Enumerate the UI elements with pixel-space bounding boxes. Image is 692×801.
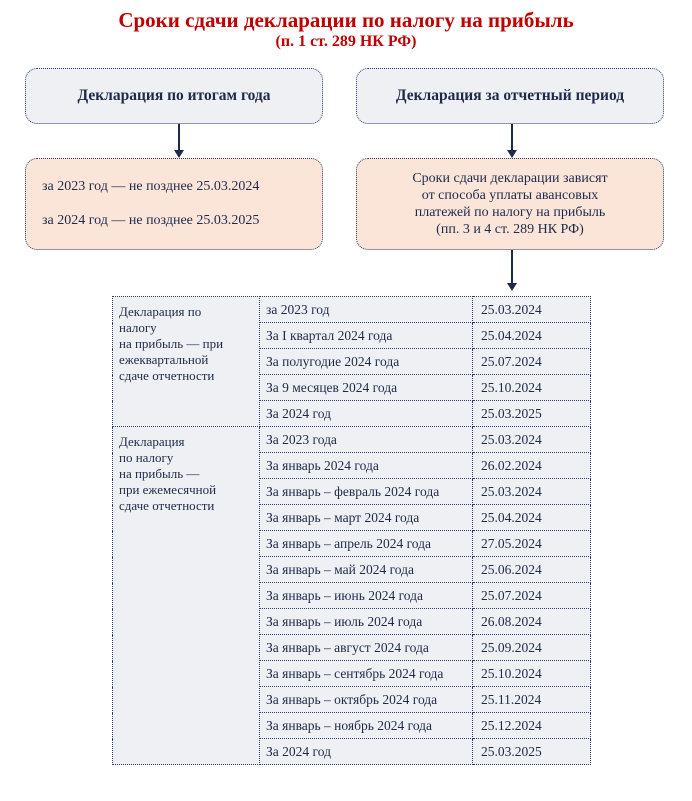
- group-label-line: Декларация: [119, 434, 185, 449]
- group-label-line: сдаче отчетности: [119, 498, 215, 513]
- period-cell: За январь – июль 2024 года: [260, 609, 473, 635]
- period-cell: За 2024 год: [260, 401, 473, 427]
- date-cell: 25.03.2024: [473, 297, 591, 323]
- annual-deadlines-box: [25, 158, 323, 250]
- date-cell: 26.02.2024: [473, 453, 591, 479]
- annual-declaration-header: Декларация по итогам года: [25, 68, 323, 124]
- date-cell: 25.10.2024: [473, 661, 591, 687]
- date-cell: 25.04.2024: [473, 505, 591, 531]
- period-cell: За январь – май 2024 года: [260, 557, 473, 583]
- table-row: [113, 427, 591, 453]
- deadline-table: [112, 296, 591, 765]
- period-cell: За I квартал 2024 года: [260, 323, 473, 349]
- arrow-right-down: [511, 124, 513, 151]
- period-cell: За 2023 года: [260, 427, 473, 453]
- period-cell: За январь 2024 года: [260, 453, 473, 479]
- annual-deadline-line: за 2024 год — не позднее 25.03.2025: [42, 213, 260, 228]
- page-title: Сроки сдачи декларации по налогу на прибыль: [118, 8, 574, 32]
- period-cell: За 2024 год: [260, 739, 473, 765]
- arrow-to-table: [511, 250, 513, 284]
- table-row: [113, 297, 591, 323]
- group-label-line: при ежемесячной: [119, 482, 217, 497]
- period-deadlines-note: [356, 158, 664, 250]
- date-cell: 25.12.2024: [473, 713, 591, 739]
- note-line: платежей по налогу на прибыль: [414, 205, 606, 220]
- period-cell: За январь – март 2024 года: [260, 505, 473, 531]
- group-label-line: Декларация по: [119, 304, 202, 319]
- page-subtitle: (п. 1 ст. 289 НК РФ): [275, 33, 417, 50]
- date-cell: 25.03.2024: [473, 427, 591, 453]
- group-label-line: ежеквартальной: [119, 352, 209, 367]
- period-cell: За январь – апрель 2024 года: [260, 531, 473, 557]
- group-label-line: сдаче отчетности: [119, 368, 215, 383]
- note-line: (пп. 3 и 4 ст. 289 НК РФ): [436, 222, 584, 237]
- date-cell: 25.09.2024: [473, 635, 591, 661]
- group-label-line: налогу: [119, 320, 157, 335]
- period-cell: За 9 месяцев 2024 года: [260, 375, 473, 401]
- date-cell: 25.07.2024: [473, 349, 591, 375]
- period-declaration-header: Декларация за отчетный период: [356, 68, 664, 124]
- date-cell: 26.08.2024: [473, 609, 591, 635]
- group-label-line: по налогу: [119, 450, 174, 465]
- date-cell: 25.03.2025: [473, 739, 591, 765]
- annual-deadline-line: за 2023 год — не позднее 25.03.2024: [42, 179, 260, 194]
- period-cell: За январь – октябрь 2024 года: [260, 687, 473, 713]
- date-cell: 25.10.2024: [473, 375, 591, 401]
- date-cell: 25.03.2024: [473, 479, 591, 505]
- group-label-line: на прибыль — при: [119, 336, 224, 351]
- period-cell: За полугодие 2024 года: [260, 349, 473, 375]
- date-cell: 27.05.2024: [473, 531, 591, 557]
- group-label: [113, 427, 260, 765]
- date-cell: 25.04.2024: [473, 323, 591, 349]
- period-cell: за 2023 год: [260, 297, 473, 323]
- period-cell: За январь – февраль 2024 года: [260, 479, 473, 505]
- note-line: от способа уплаты авансовых: [421, 188, 599, 203]
- period-cell: За январь – июнь 2024 года: [260, 583, 473, 609]
- date-cell: 25.11.2024: [473, 687, 591, 713]
- date-cell: 25.06.2024: [473, 557, 591, 583]
- group-label-line: на прибыль —: [119, 466, 200, 481]
- arrow-left-down: [178, 124, 180, 151]
- note-line: Сроки сдачи декларации зависят: [412, 171, 608, 186]
- date-cell: 25.03.2025: [473, 401, 591, 427]
- group-label: [113, 297, 260, 427]
- period-cell: За январь – ноябрь 2024 года: [260, 713, 473, 739]
- period-cell: За январь – август 2024 года: [260, 635, 473, 661]
- date-cell: 25.07.2024: [473, 583, 591, 609]
- period-cell: За январь – сентябрь 2024 года: [260, 661, 473, 687]
